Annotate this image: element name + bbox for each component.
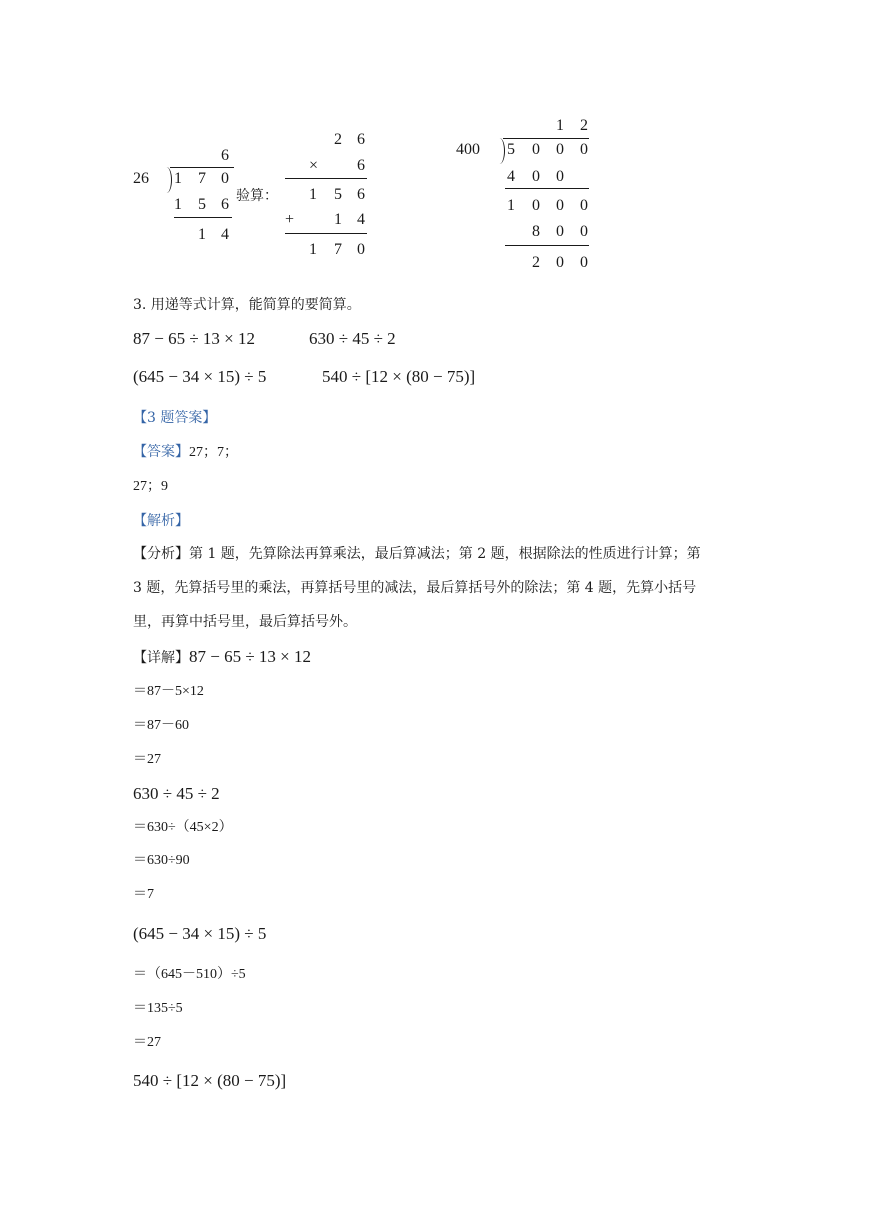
solution-step: ＝27	[133, 752, 161, 767]
dividend-digit: 7	[198, 170, 206, 187]
step-digit: 0	[580, 197, 588, 214]
step-digit: 8	[532, 223, 540, 240]
solution-step: ＝87－60	[133, 718, 189, 733]
dividend-digit: 5	[507, 141, 515, 158]
addition-line	[285, 233, 367, 234]
analysis-text: 第 1 题，先算除法再算乘法，最后算减法；第 2 题，根据除法的性质进行计算；第	[189, 546, 701, 562]
question-expression: (645 − 34 × 15) ÷ 5	[133, 367, 267, 386]
analysis-header: 【解析】	[133, 513, 189, 529]
quotient-digit: 6	[221, 147, 229, 164]
step-digit: 0	[580, 223, 588, 240]
times-sign: ×	[309, 157, 319, 174]
remainder-digit: 0	[556, 254, 564, 271]
digit: 6	[357, 131, 365, 148]
subtraction-line	[505, 188, 589, 189]
step-digit: 0	[532, 168, 540, 185]
remainder-digit: 2	[532, 254, 540, 271]
solution-step: ＝（645－510）÷5	[133, 967, 246, 982]
remainder-digit: 1	[198, 226, 206, 243]
division-bar	[170, 167, 234, 168]
digit: 1	[334, 211, 342, 228]
subtraction-line	[174, 217, 232, 218]
dividend-digit: 0	[221, 170, 229, 187]
dividend-digit: 1	[174, 170, 182, 187]
step-digit: 0	[556, 223, 564, 240]
quotient-digit: 2	[580, 117, 588, 134]
detail-expression: 630 ÷ 45 ÷ 2	[133, 784, 220, 803]
divisor: 26	[133, 170, 149, 187]
detail-line	[133, 647, 311, 668]
dividend-digit: 0	[556, 141, 564, 158]
multiply-line	[285, 178, 367, 179]
step-digit: 0	[556, 197, 564, 214]
analysis-label: 【分析】	[133, 546, 189, 562]
detail-expression: 87 − 65 ÷ 13 × 12	[189, 647, 312, 666]
detail-expression: 540 ÷ [12 × (80 − 75)]	[133, 1071, 287, 1090]
solution-step: ＝630÷90	[133, 853, 190, 868]
plus-sign: +	[285, 211, 295, 228]
check-label: 验算：	[236, 188, 278, 204]
digit: 0	[357, 241, 365, 258]
step-digit: 4	[507, 168, 515, 185]
digit: 7	[334, 241, 342, 258]
remainder-digit: 4	[221, 226, 229, 243]
answer-values-2: 27；9	[133, 479, 168, 494]
digit: 2	[334, 131, 342, 148]
answer-line	[133, 442, 238, 463]
solution-step: ＝87－5×12	[133, 684, 204, 699]
solution-step: ＝630÷（45×2）	[133, 820, 233, 835]
digit: 6	[357, 157, 365, 174]
step-digit: 0	[532, 197, 540, 214]
solution-step: ＝27	[133, 1035, 161, 1050]
product-digit: 5	[198, 196, 206, 213]
dividend-digit: 0	[580, 141, 588, 158]
question-title: 3. 用递等式计算，能简算的要简算。	[133, 297, 361, 313]
question-expression: 630 ÷ 45 ÷ 2	[309, 329, 396, 348]
product-digit: 1	[174, 196, 182, 213]
digit: 4	[357, 211, 365, 228]
dividend-digit: 0	[532, 141, 540, 158]
answer-label: 【答案】	[133, 444, 189, 460]
detail-expression: (645 − 34 × 15) ÷ 5	[133, 924, 267, 943]
divisor: 400	[456, 141, 480, 158]
question-expression: 540 ÷ [12 × (80 − 75)]	[322, 367, 476, 386]
digit: 1	[309, 241, 317, 258]
analysis-text: 3 题，先算括号里的乘法，再算括号里的减法，最后算括号外的除法；第 4 题，先算小括号	[133, 580, 697, 596]
solution-step: ＝7	[133, 887, 154, 902]
product-digit: 6	[221, 196, 229, 213]
subtraction-line	[505, 245, 589, 246]
quotient-digit: 1	[556, 117, 564, 134]
analysis-line	[133, 544, 701, 564]
answer-header: 【3 题答案】	[133, 410, 217, 426]
answer-values: 27；7；	[189, 445, 238, 460]
detail-label: 【详解】	[133, 650, 189, 666]
digit: 6	[357, 186, 365, 203]
step-digit: 1	[507, 197, 515, 214]
remainder-digit: 0	[580, 254, 588, 271]
analysis-text: 里，再算中括号里，最后算括号外。	[133, 614, 357, 630]
digit: 1	[309, 186, 317, 203]
question-expression: 87 − 65 ÷ 13 × 12	[133, 329, 256, 348]
solution-step: ＝135÷5	[133, 1001, 183, 1016]
step-digit: 0	[556, 168, 564, 185]
digit: 5	[334, 186, 342, 203]
division-bar	[503, 138, 589, 139]
